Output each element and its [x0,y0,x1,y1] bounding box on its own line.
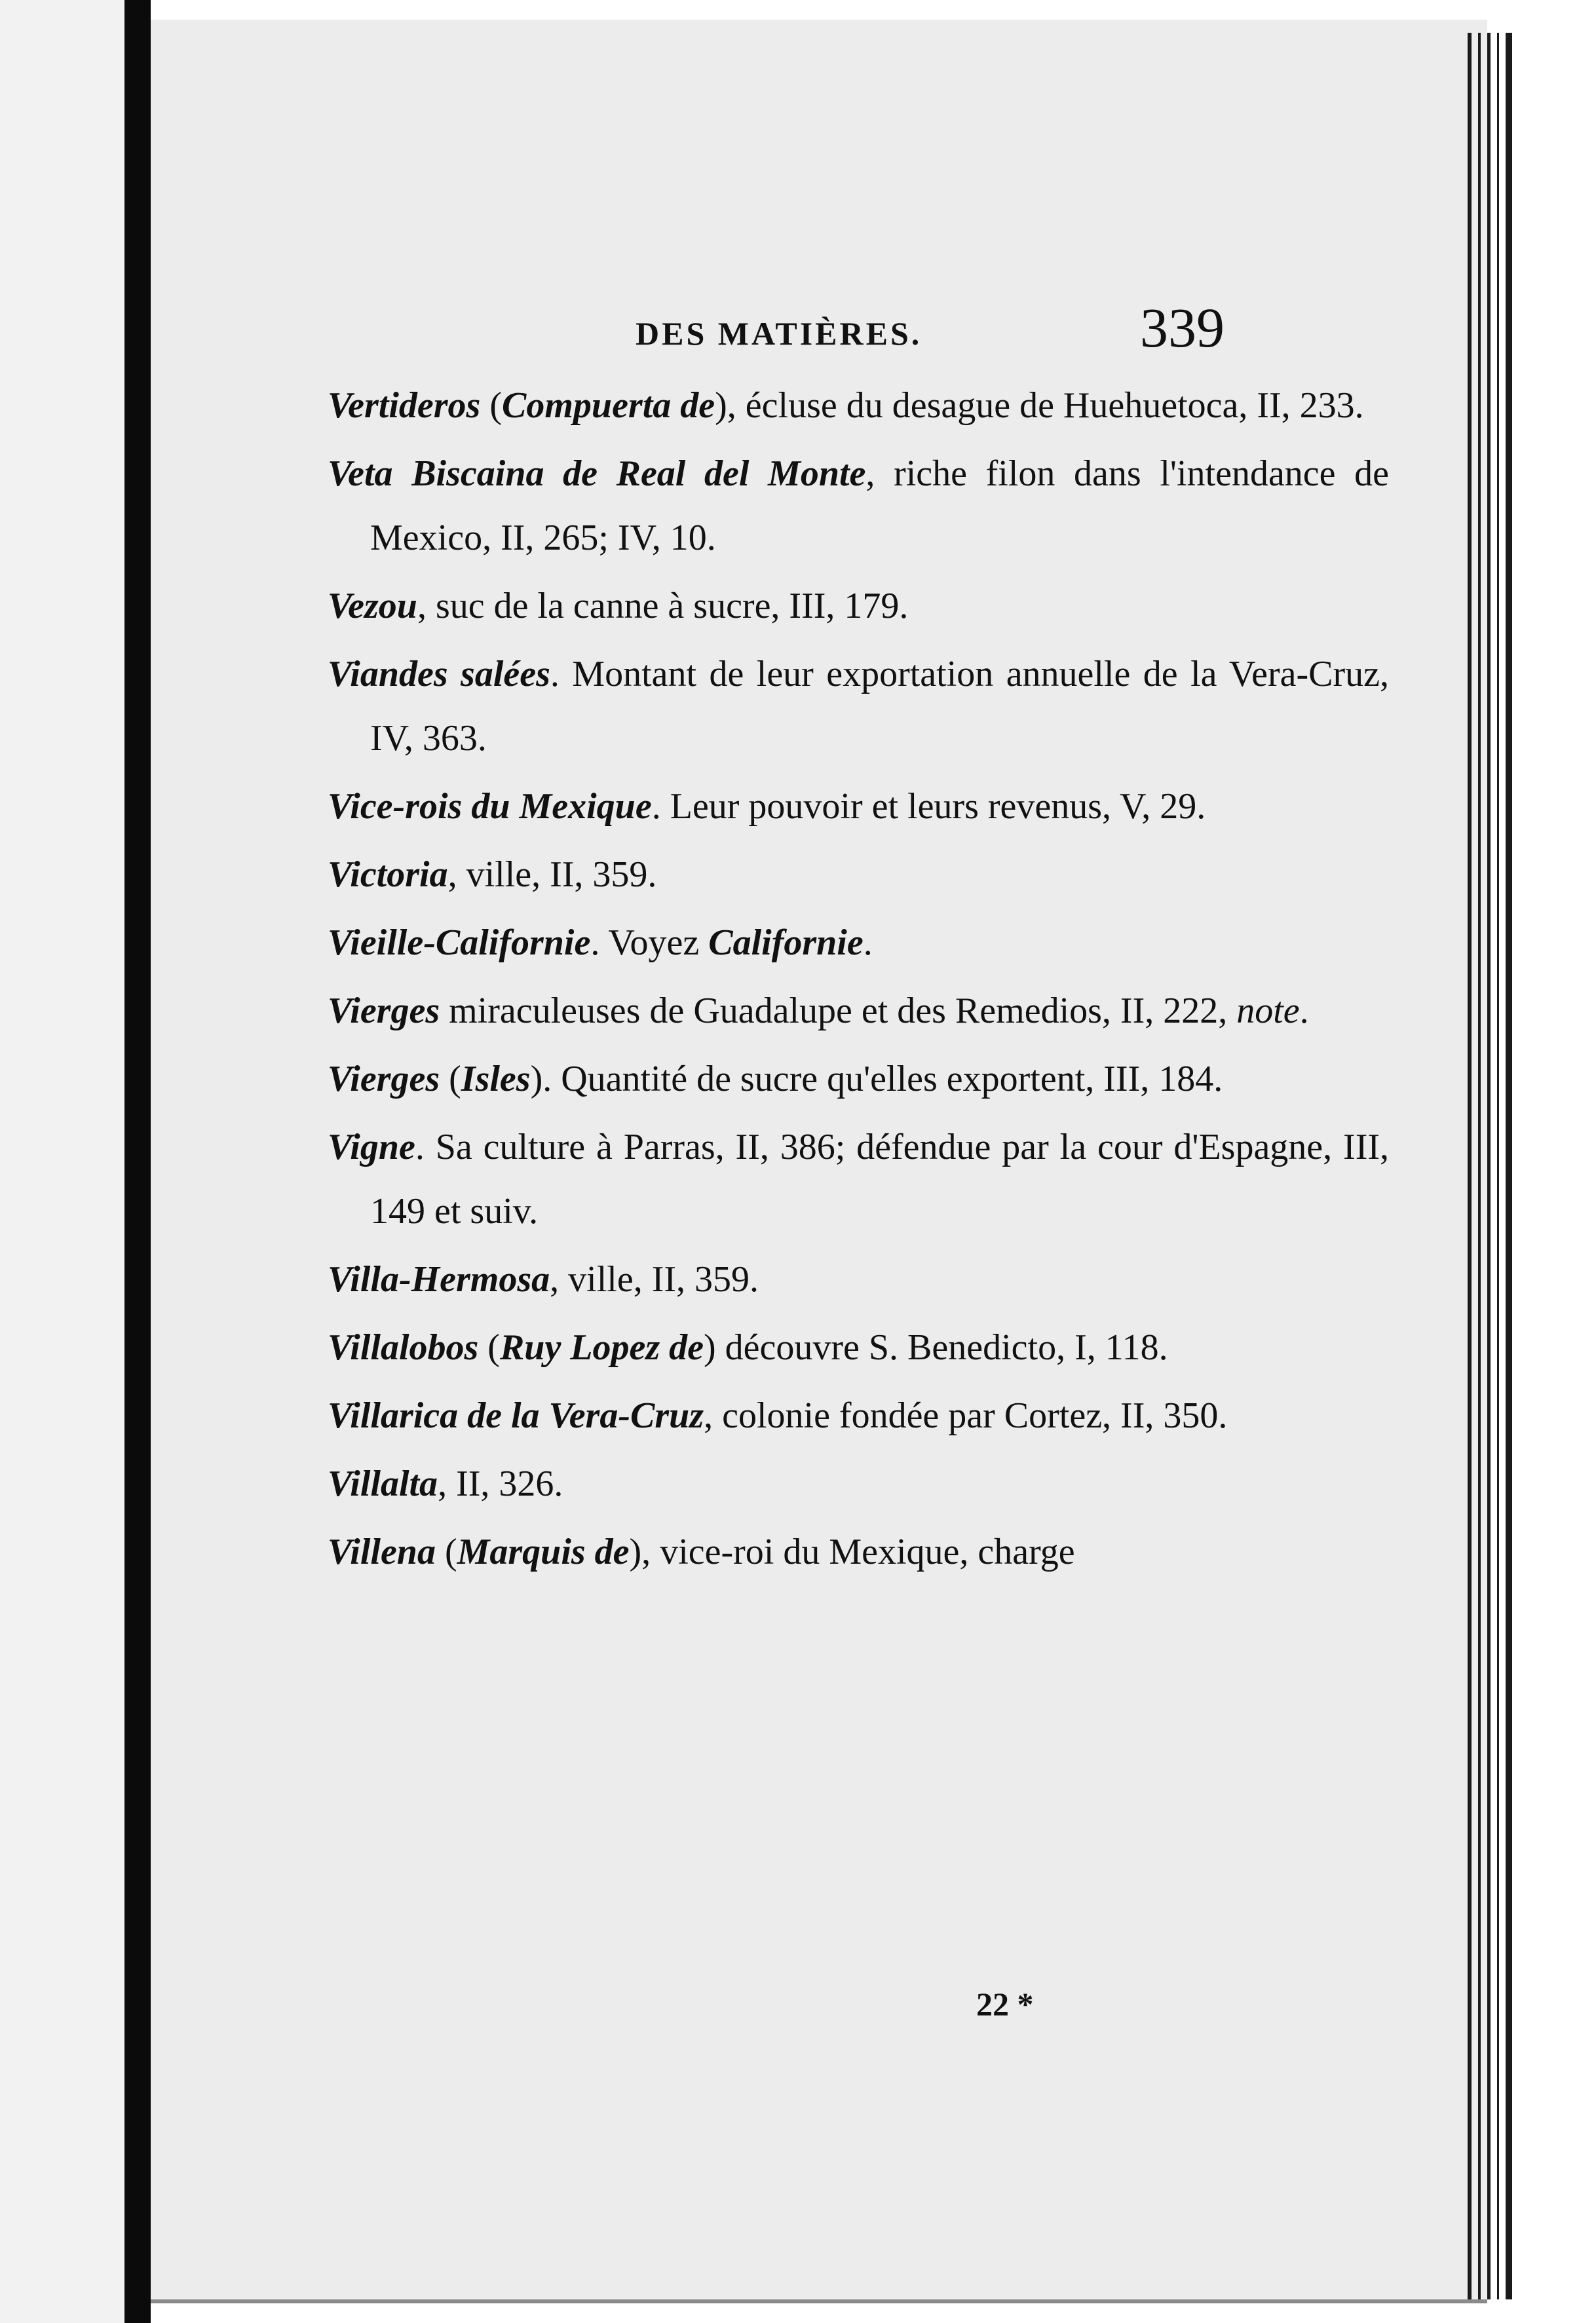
entry-text: , riche filon dans l'intendance de Mexico, II, 265; IV, 10. [370,453,1389,558]
page-edge-line [1478,33,1481,2299]
paren-close: ). [530,1059,561,1099]
entry-text: découvre S. Benedicto, I, 118. [725,1327,1168,1368]
index-entry [328,1384,1389,1448]
page-edge-line [1506,33,1512,2299]
paren-open: ( [478,1327,500,1368]
entry-heading: Villalta [328,1464,438,1504]
entry-text: miraculeuses de Guadalupe et des Remedios, II, 222, [440,991,1237,1031]
entry-heading: Vigne [328,1127,415,1167]
entry-heading: Villalobos [328,1327,479,1368]
paren-close: ) [704,1327,725,1368]
entry-text: , ville, II, 359. [447,854,657,895]
paren-open: ( [440,1059,461,1099]
entry-text: , suc de la canne à sucre, III, 179. [417,586,909,626]
index-entry [328,911,1389,975]
index-entry [328,1520,1389,1584]
index-entry [328,642,1389,770]
entry-text: Quantité de sucre qu'elles exportent, III, 184. [561,1059,1223,1099]
entry-qualifier: Isles [461,1059,531,1099]
index-entry [328,1247,1389,1312]
entry-heading: Villena [328,1532,436,1572]
entry-heading: Victoria [328,854,448,895]
entry-heading: Vezou [328,586,417,626]
entry-text: vice-roi du Mexique, charge [660,1532,1075,1572]
entry-heading: Vieille-Californie [328,922,591,963]
entry-heading: Vice-rois du Mexique [328,786,652,827]
page-edge-line [1497,33,1499,2299]
cross-reference: Californie [708,922,864,963]
entry-text: écluse du desague de Huehuetoca, II, 233. [745,385,1364,426]
index-entries [328,373,1389,1588]
entry-heading: Vierges [328,1059,440,1099]
page-edge-line [1487,33,1491,2299]
entry-heading: Vierges [328,991,440,1031]
index-entry [328,1315,1389,1380]
entry-text: . Sa culture à Parras, II, 386; défendue par la cour d'Espagne, III, 149 et suiv. [370,1127,1389,1232]
entry-text: , colonie fondée par Cortez, II, 350. [704,1395,1228,1436]
book-page [151,20,1487,2303]
page-number: 339 [1140,296,1225,359]
index-entry [328,1115,1389,1243]
page-edge-line [1468,33,1472,2299]
index-entry [328,774,1389,839]
entry-end: . [863,922,873,963]
running-title: DES MATIÈRES. [636,315,922,352]
entry-end: . [1299,991,1309,1031]
entry-note: note [1236,991,1300,1031]
paren-close: ), [715,385,746,426]
entry-heading: Villa-Hermosa [328,1259,550,1300]
page-header [151,295,1487,367]
signature-mark: 22 * [976,1986,1034,2022]
index-entry [328,1452,1389,1516]
scan-margin [1520,0,1596,2323]
entry-text: , II, 326. [438,1464,563,1504]
entry-heading: Vertideros [328,385,481,426]
index-entry [328,1047,1389,1111]
index-entry [328,979,1389,1043]
entry-qualifier: Marquis de [457,1532,630,1572]
paren-open: ( [435,1532,457,1572]
entry-qualifier: Compuerta de [502,385,715,426]
entry-qualifier: Ruy Lopez de [499,1327,704,1368]
entry-text: . Montant de leur exportation annuelle de la Vera-Cruz, IV, 363. [370,654,1389,759]
book-gutter [124,0,151,2323]
facing-page-edge [0,0,126,2323]
paren-open: ( [480,385,503,426]
index-entry [328,574,1389,638]
entry-text: . Voyez [590,922,709,963]
paren-close: ), [629,1532,660,1572]
index-entry [328,442,1389,570]
entry-heading: Veta Biscaina de Real del Monte [328,453,866,494]
entry-heading: Villarica de la Vera-Cruz [328,1395,704,1436]
entry-text: , ville, II, 359. [550,1259,759,1300]
index-entry [328,842,1389,907]
index-entry [328,373,1389,438]
entry-text: . Leur pouvoir et leurs revenus, V, 29. [651,786,1206,827]
entry-heading: Viandes salées [328,654,550,694]
